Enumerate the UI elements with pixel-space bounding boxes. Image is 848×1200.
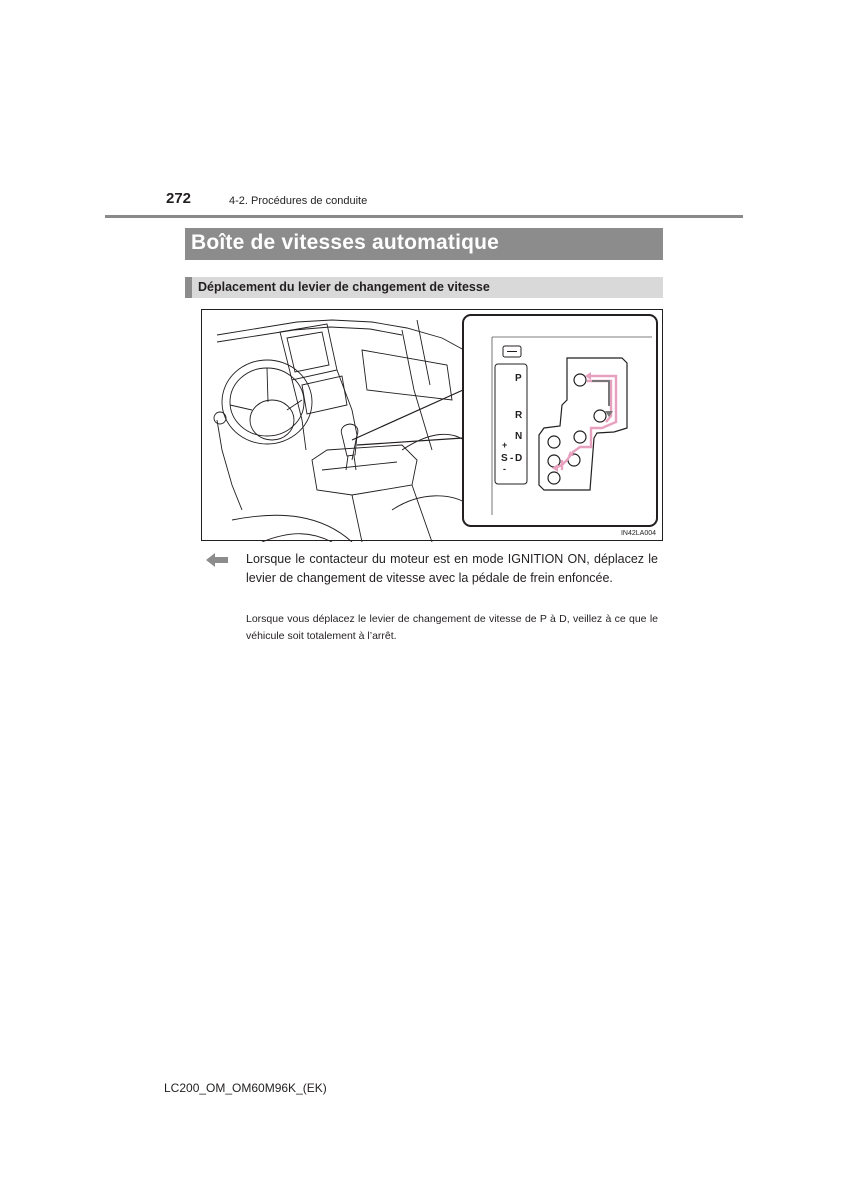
cabin-illustration: [214, 320, 464, 542]
gate-label-dash: -: [510, 453, 514, 464]
note-text: Lorsque vous déplacez le levier de changement de vitesse de P à D, veillez à ce que le véhicule soit totalement à l’arrêt.: [246, 613, 658, 642]
shift-lever-figure: [201, 309, 663, 541]
subtitle: Déplacement du levier de changement de vitesse: [198, 280, 490, 294]
gate-label-n: N: [515, 431, 523, 442]
gate-label-p: P: [515, 373, 522, 384]
page-title: Boîte de vitesses automatique: [191, 231, 500, 254]
gate-label-s: S: [501, 453, 508, 464]
footer-code: LC200_OM_OM60M96K_(EK): [164, 1081, 327, 1095]
gate-label-d: D: [515, 453, 523, 464]
page-number: 272: [166, 190, 192, 207]
gate-label-minus: -: [503, 464, 506, 474]
title-bar: [185, 228, 663, 260]
gate-label-plus: +: [502, 440, 508, 450]
header-divider: [105, 215, 743, 218]
section-breadcrumb: 4-2. Procédures de conduite: [229, 195, 368, 207]
action-arrow-icon: [206, 553, 228, 567]
gate-label-r: R: [515, 410, 523, 421]
figure-code: IN42LA004: [620, 530, 656, 537]
instruction-text: Lorsque le contacteur du moteur est en mode IGNITION ON, déplacez le levier de changement de vitesse avec la pédale de frein enfoncée.: [246, 552, 658, 585]
figure-drawing: [202, 310, 664, 542]
subtitle-bar: [185, 277, 663, 298]
subtitle-accent: [185, 277, 192, 298]
